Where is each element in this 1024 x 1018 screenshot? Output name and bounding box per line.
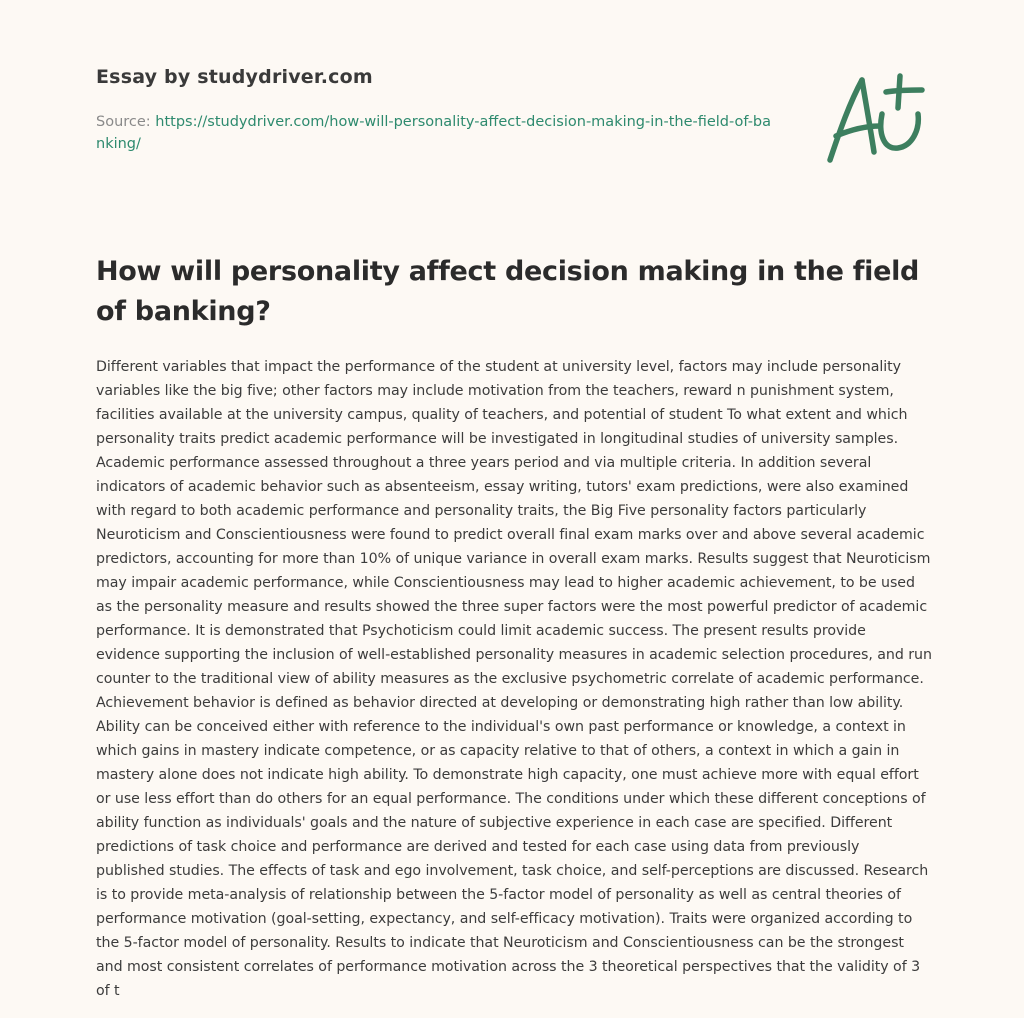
- site-brand: Essay by studydriver.com: [96, 66, 373, 88]
- source-link[interactable]: https://studydriver.com/how-will-personality-affect-decision-making-in-the-field-of-banking/: [96, 114, 772, 152]
- article-body: Different variables that impact the performance of the student at university level, factors may include personality variables like the big five; other factors may include motivation from the teachers, reward n punishment system, facilities available at the university campus, quality of teachers, and potential of student To what extent and which personality traits predict academic performance will be investigated in longitudinal studies of university samples. Academic performance assessed throughout a three years period and via multiple criteria. In addition several indicators of academic behavior such as absenteeism, essay writing, tutors' exam predictions, were also examined with regard to both academic performance and personality traits, the Big Five personality factors particularly Neuroticism and Conscientiousness were found to predict overall final exam marks over and above several academic predictors, accounting for more than 10% of unique variance in overall exam marks. Results suggest that Neuroticism may impair academic performance, while Conscientiousness may lead to higher academic achievement, to be used as the personality measure and results showed the three super factors were the most powerful predictor of academic performance. It is demonstrated that Psychoticism could limit academic success. The present results provide evidence supporting the inclusion of well-established personality measures in academic selection procedures, and run counter to the traditional view of ability measures as the exclusive psychometric correlate of academic performance. Achievement behavior is defined as behavior directed at developing or demonstrating high rather than low ability. Ability can be conceived either with reference to the individual's own past performance or knowledge, a context in which gains in mastery indicate competence, or as capacity relative to that of others, a context in which a gain in mastery alone does not indicate high ability. To demonstrate high capacity, one must achieve more with equal effort or use less effort than do others for an equal performance. The conditions under which these different conceptions of ability function as individuals' goals and the nature of subjective experience in each case are specified. Different predictions of task choice and performance are derived and tested for each case using data from previously published studies. The effects of task and ego involvement, task choice, and self-perceptions are discussed. Research is to provide meta-analysis of relationship between the 5-factor model of personality as well as central theories of performance motivation (goal-setting, expectancy, and self-efficacy motivation). Traits were organized according to the 5-factor model of personality. Results to indicate that Neuroticism and Conscientiousness can be the strongest and most consistent correlates of performance motivation across the 3 theoretical perspectives that the validity of 3 of t: [96, 359, 932, 999]
- article-title: How will personality affect decision making in the field of banking?: [96, 256, 920, 327]
- a-plus-logo-graphic: [820, 68, 930, 168]
- source-line: [96, 111, 776, 155]
- a-plus-logo: [820, 68, 930, 168]
- source-label: Source:: [96, 114, 156, 130]
